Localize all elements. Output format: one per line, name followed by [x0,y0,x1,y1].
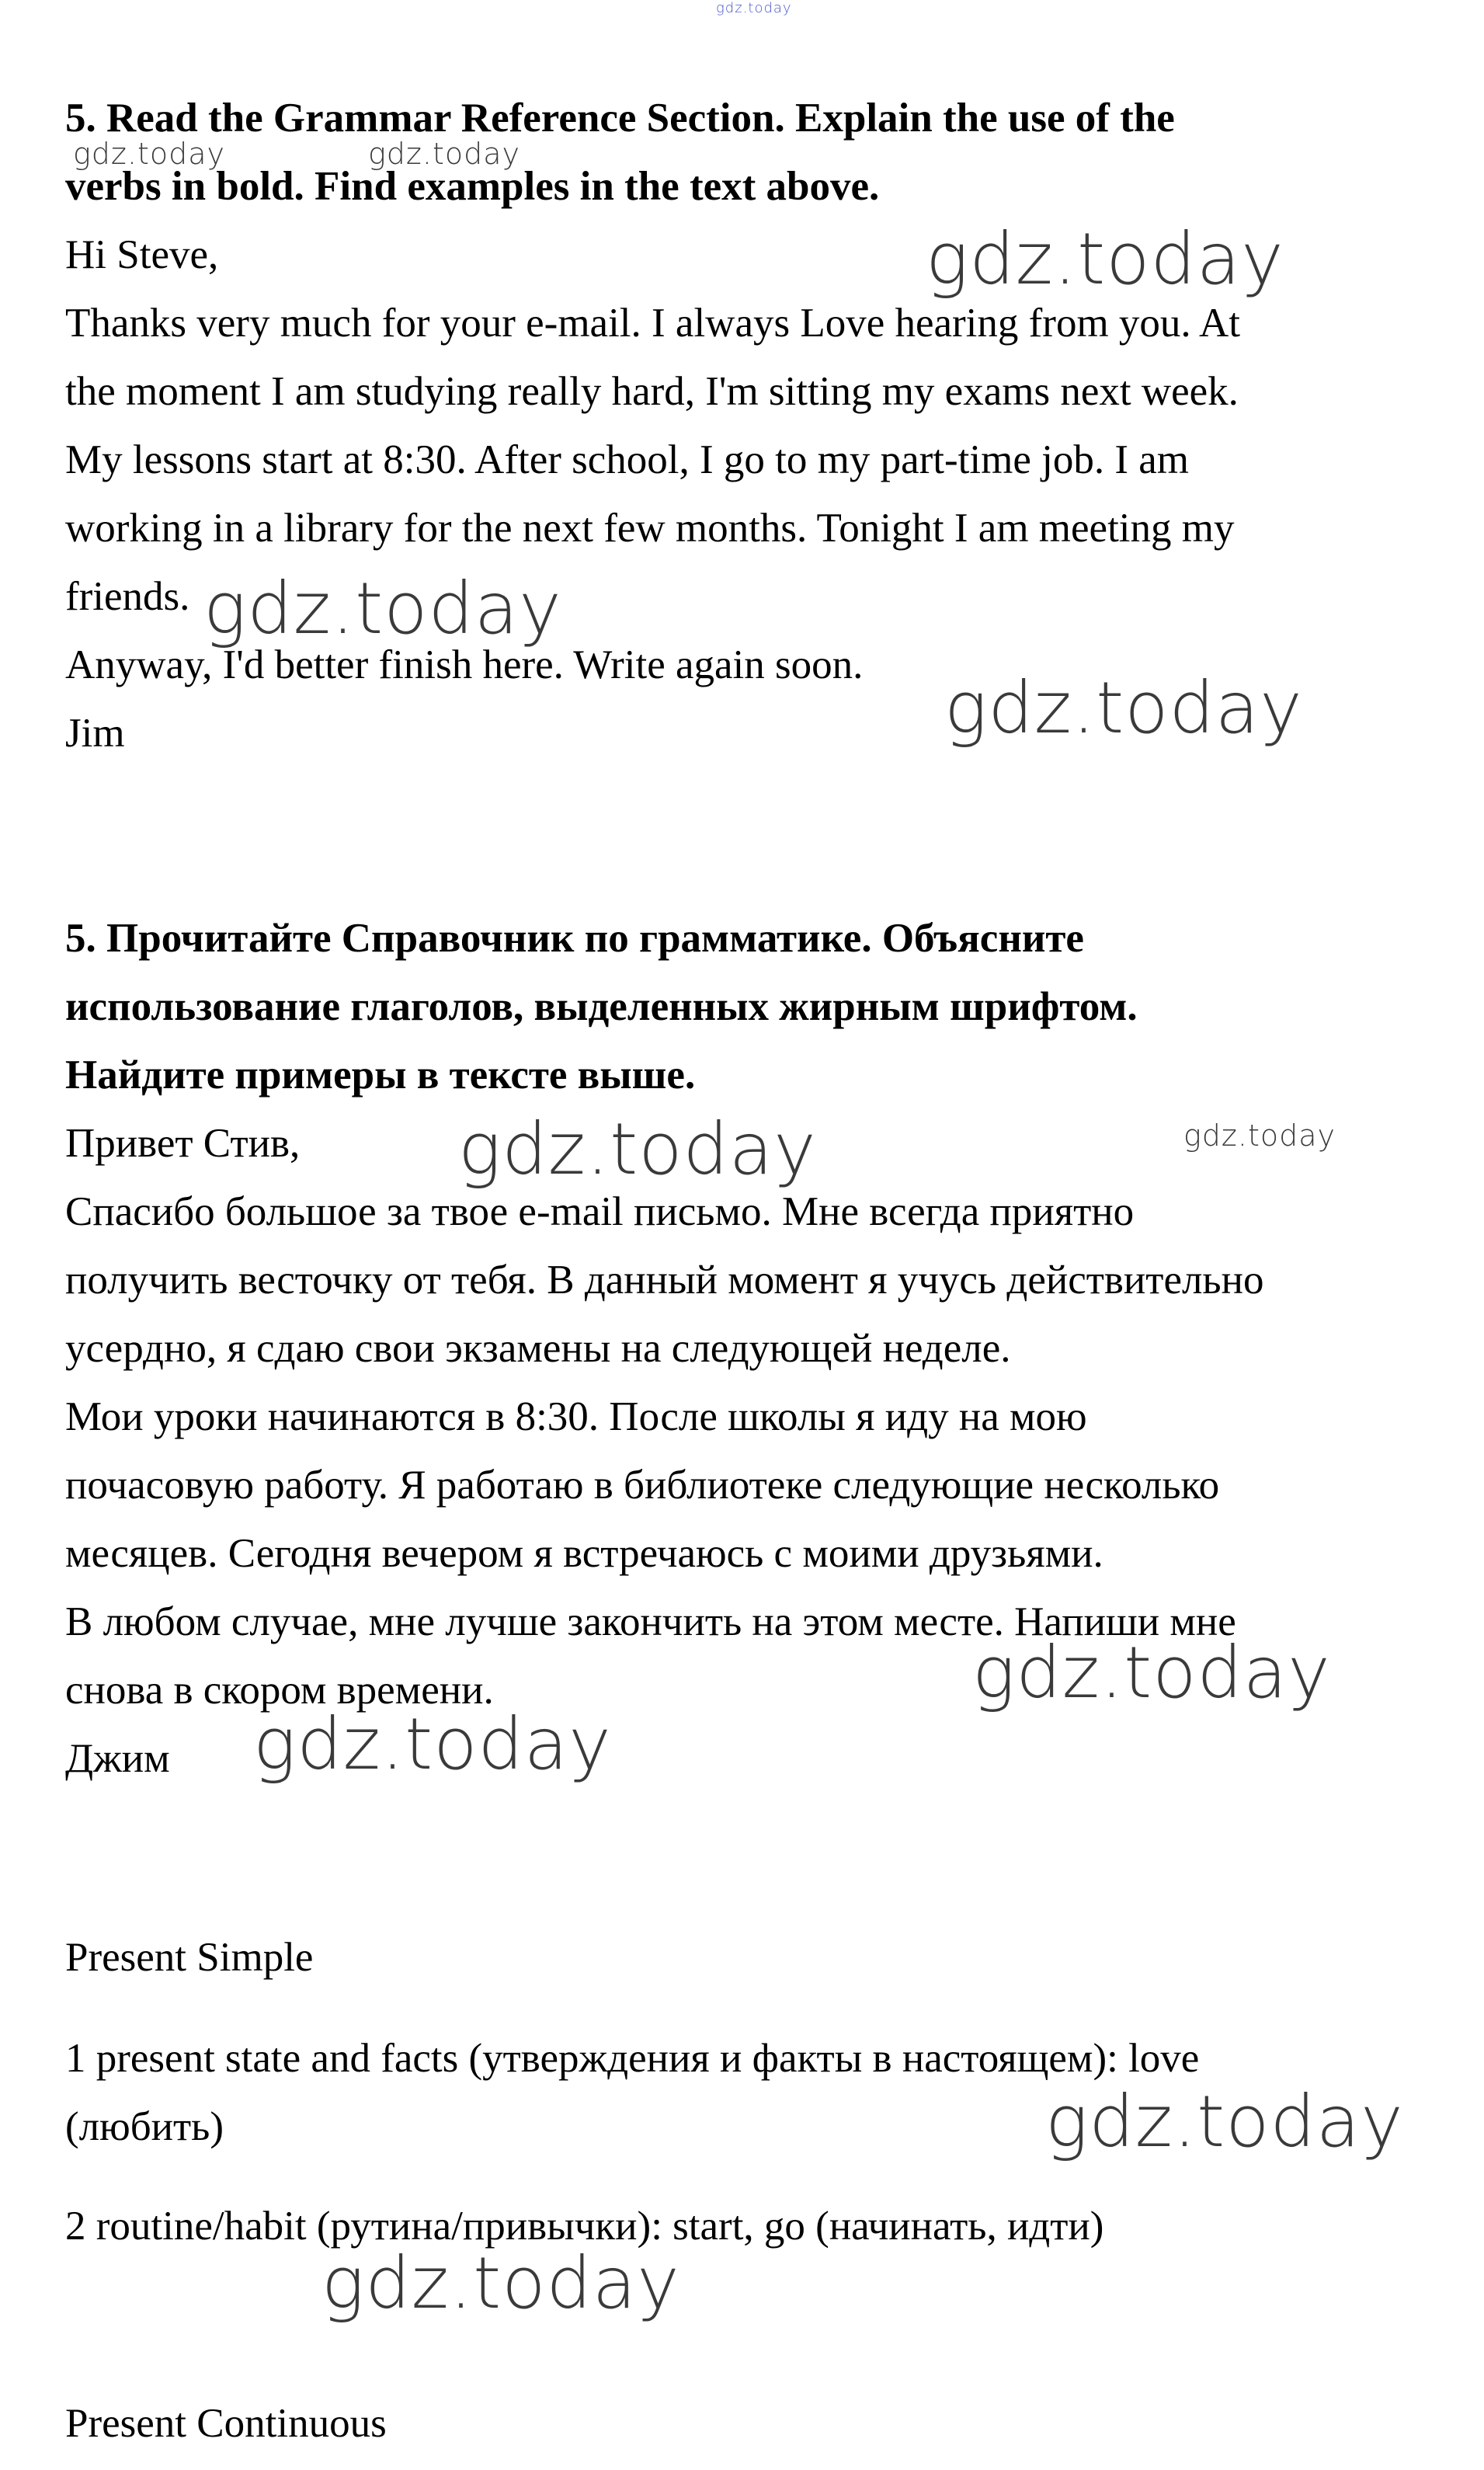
russian-body-line: В любом случае, мне лучше закончить на этом месте. Напиши мне [65,1599,1236,1644]
present-continuous-title: Present Continuous [65,2401,387,2446]
russian-body-line: Мои уроки начинаются в 8:30. После школы я иду на мою [65,1394,1087,1439]
watermark: gdz.today [458,1108,817,1191]
english-body-line: working in a library for the next few months. Tonight I am meeting my [65,506,1235,551]
russian-heading-line-3: Найдите примеры в тексте выше. [65,1052,696,1098]
watermark: gdz.today [321,2242,680,2325]
present-simple-title: Present Simple [65,1935,314,1980]
russian-body-line: снова в скором времени. [65,1668,494,1713]
english-heading-line-1: 5. Read the Grammar Reference Section. Explain the use of the [65,96,1175,141]
english-signature: Jim [65,711,125,756]
russian-body-line: почасовую работу. Я работаю в библиотеке следующие несколько [65,1463,1220,1508]
watermark: gdz.today [1183,1118,1336,1153]
watermark: gdz.today [926,217,1284,301]
english-body-line: friends. [65,574,190,619]
russian-body-line: получить весточку от тебя. В данный момент я учусь действительно [65,1258,1264,1303]
english-greeting: Hi Steve, [65,232,219,277]
watermark: gdz.today [944,666,1303,750]
watermark-top: gdz.today [716,0,792,16]
watermark: gdz.today [368,137,520,171]
present-simple-item-1-line-2: (любить) [65,2104,224,2149]
russian-signature: Джим [65,1736,170,1781]
watermark: gdz.today [1045,2080,1404,2163]
english-body-line: My lessons start at 8:30. After school, I go to my part-time job. I am [65,437,1189,482]
watermark: gdz.today [73,137,225,171]
english-body-line: Anyway, I'd better finish here. Write again soon. [65,642,864,687]
russian-greeting: Привет Стив, [65,1121,301,1166]
watermark: gdz.today [203,567,562,650]
russian-heading-line-2: использование глаголов, выделенных жирным шрифтом. [65,984,1138,1029]
present-simple-item-2: 2 routine/habit (рутина/привычки): start, go (начинать, идти) [65,2204,1104,2249]
english-body-line: Thanks very much for your e-mail. I always Love hearing from you. At [65,301,1241,346]
watermark: gdz.today [253,1703,612,1786]
russian-body-line: усердно, я сдаю свои экзамены на следующей неделе. [65,1326,1011,1371]
russian-body-line: месяцев. Сегодня вечером я встречаюсь с моими друзьями. [65,1531,1103,1576]
present-simple-item-1-line-1: 1 present state and facts (утверждения и факты в настоящем): love [65,2036,1200,2081]
english-body-line: the moment I am studying really hard, I'm sitting my exams next week. [65,369,1239,414]
russian-body-line: Спасибо большое за твое e-mail письмо. Мне всегда приятно [65,1189,1135,1234]
russian-heading-line-1: 5. Прочитайте Справочник по грамматике. Объясните [65,916,1084,961]
watermark: gdz.today [972,1631,1331,1714]
english-heading-line-2: verbs in bold. Find examples in the text above. [65,164,880,209]
